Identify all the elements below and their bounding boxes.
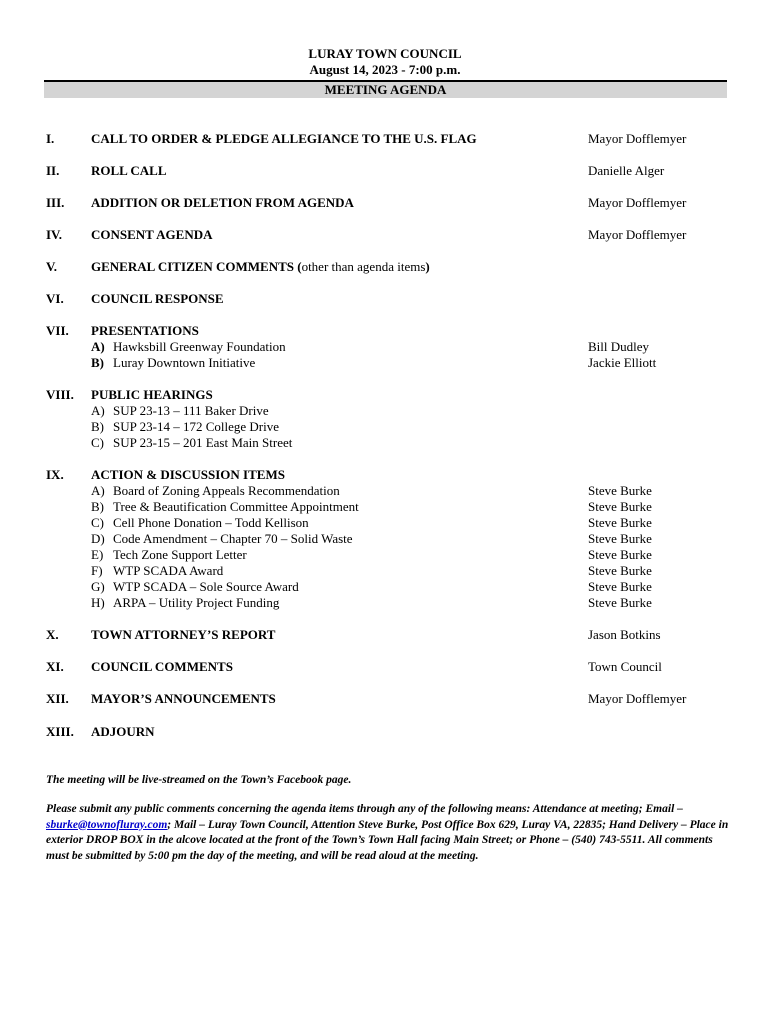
- livestream-note: The meeting will be live-streamed on the Town’s Facebook page.: [46, 774, 352, 786]
- sub-item-letter: A): [91, 403, 105, 418]
- meeting-date: August 14, 2023 - 7:00 p.m.: [309, 62, 461, 77]
- document-header: [0, 46, 770, 78]
- sub-item-text: WTP SCADA Award: [113, 563, 224, 578]
- item-title-text: ADDITION OR DELETION FROM AGENDA: [91, 195, 354, 210]
- sub-item: [91, 419, 279, 435]
- sub-item-presenter: Steve Burke: [588, 547, 652, 562]
- sub-item: [91, 531, 353, 547]
- comments-note: [46, 802, 730, 864]
- item-title: [91, 659, 233, 675]
- email-link[interactable]: sburke@townofluray.com: [46, 818, 168, 831]
- sub-item-text: Tree & Beautification Committee Appointment: [113, 499, 359, 514]
- item-title-text: CONSENT AGENDA: [91, 227, 213, 242]
- item-title: [91, 131, 477, 147]
- item-title: [91, 291, 224, 307]
- item-title-text: GENERAL CITIZEN COMMENTS (: [91, 259, 302, 274]
- item-number: VI.: [46, 291, 64, 306]
- sub-item: [91, 339, 286, 355]
- item-title: [91, 163, 167, 179]
- sub-item-presenter: Steve Burke: [588, 563, 652, 578]
- agenda-title: MEETING AGENDA: [44, 82, 727, 98]
- sub-item-presenter: Steve Burke: [588, 579, 652, 594]
- sub-item-presenter: Steve Burke: [588, 515, 652, 530]
- sub-item-presenter: Steve Burke: [588, 483, 652, 498]
- sub-item-letter: A): [91, 483, 105, 498]
- item-presenter: Jason Botkins: [588, 627, 661, 642]
- item-title-text: PUBLIC HEARINGS: [91, 387, 213, 402]
- item-title-end: ): [425, 259, 430, 274]
- item-title: [91, 259, 430, 275]
- item-number: IV.: [46, 227, 63, 242]
- sub-item-presenter: Steve Burke: [588, 531, 652, 546]
- item-title: [91, 627, 275, 643]
- sub-item-letter: G): [91, 579, 105, 594]
- comments-text-before: Please submit any public comments concerning the agenda items through any of the following means: Attendance at meeting; Email –: [46, 803, 683, 815]
- item-presenter: Mayor Dofflemyer: [588, 195, 687, 210]
- sub-item-text: Board of Zoning Appeals Recommendation: [113, 483, 340, 498]
- sub-item-text: Code Amendment – Chapter 70 – Solid Waste: [113, 531, 353, 546]
- item-number: V.: [46, 259, 57, 274]
- item-title-text: CALL TO ORDER & PLEDGE ALLEGIANCE TO THE U.S. FLAG: [91, 131, 477, 146]
- item-presenter: Mayor Dofflemyer: [588, 131, 687, 146]
- item-title-text: PRESENTATIONS: [91, 323, 199, 338]
- sub-item-letter: H): [91, 595, 105, 610]
- sub-item-letter: D): [91, 531, 105, 546]
- item-number: VIII.: [46, 387, 74, 402]
- sub-item-letter: B): [91, 419, 104, 434]
- item-title-text: COUNCIL COMMENTS: [91, 659, 233, 674]
- sub-item-presenter: Steve Burke: [588, 499, 652, 514]
- item-presenter: Danielle Alger: [588, 163, 665, 178]
- item-number: II.: [46, 163, 60, 178]
- sub-item-presenter: Bill Dudley: [588, 339, 650, 354]
- sub-item-letter: C): [91, 435, 104, 450]
- item-title: [91, 227, 212, 243]
- sub-item-letter: C): [91, 515, 104, 530]
- sub-item-letter: E): [91, 547, 104, 562]
- item-presenter: Mayor Dofflemyer: [588, 227, 687, 242]
- sub-item: [91, 547, 247, 563]
- sub-item: [91, 355, 255, 371]
- item-number: IX.: [46, 467, 64, 482]
- item-title: [91, 467, 285, 483]
- item-number: XII.: [46, 691, 69, 706]
- sub-item: [91, 595, 279, 611]
- sub-item-text: WTP SCADA – Sole Source Award: [113, 579, 299, 594]
- item-title-text: ACTION & DISCUSSION ITEMS: [91, 467, 285, 482]
- item-title-text: ROLL CALL: [91, 163, 167, 178]
- item-title: [91, 195, 354, 211]
- sub-item: [91, 403, 269, 419]
- sub-item-text: SUP 23-13 – 111 Baker Drive: [113, 403, 269, 418]
- item-number: I.: [46, 131, 55, 146]
- sub-item: [91, 515, 309, 531]
- sub-item: [91, 483, 340, 499]
- item-number: XI.: [46, 659, 64, 674]
- sub-item: [91, 563, 223, 579]
- item-title-text: COUNCIL RESPONSE: [91, 291, 224, 306]
- sub-item-text: Cell Phone Donation – Todd Kellison: [113, 515, 309, 530]
- item-number: X.: [46, 627, 59, 642]
- sub-item: [91, 499, 359, 515]
- sub-item-text: Tech Zone Support Letter: [113, 547, 247, 562]
- council-title: LURAY TOWN COUNCIL: [308, 46, 462, 61]
- item-presenter: Town Council: [588, 659, 662, 674]
- sub-item-letter: B): [91, 499, 104, 514]
- item-presenter: Mayor Dofflemyer: [588, 691, 687, 706]
- item-title: [91, 387, 213, 403]
- item-title: [91, 691, 276, 707]
- item-number: III.: [46, 195, 65, 210]
- sub-item-presenter: Jackie Elliott: [588, 355, 657, 370]
- item-title-text: MAYOR’S ANNOUNCEMENTS: [91, 691, 276, 706]
- sub-item-text: SUP 23-15 – 201 East Main Street: [113, 435, 293, 450]
- sub-item: [91, 435, 292, 451]
- item-title-text: ADJOURN: [91, 724, 155, 739]
- sub-item-letter: A): [91, 339, 105, 354]
- item-title-text: TOWN ATTORNEY’S REPORT: [91, 627, 276, 642]
- sub-item-letter: B): [91, 355, 104, 370]
- item-number: XIII.: [46, 724, 74, 739]
- sub-item-letter: F): [91, 563, 103, 578]
- item-title: [91, 724, 155, 740]
- sub-item-text: Luray Downtown Initiative: [113, 355, 256, 370]
- sub-item-text: Hawksbill Greenway Foundation: [113, 339, 286, 354]
- sub-item: [91, 579, 299, 595]
- sub-item-presenter: Steve Burke: [588, 595, 652, 610]
- item-number: VII.: [46, 323, 69, 338]
- sub-item-text: ARPA – Utility Project Funding: [113, 595, 280, 610]
- item-title: [91, 323, 199, 339]
- comments-text-after: ; Mail – Luray Town Council, Attention Steve Burke, Post Office Box 629, Luray VA, 22835; Hand Delivery – Place in exterior DROP BOX in the alcove located at the front of the Town’s Town Hall facing Main Street; or Phone – (540) 743-5511. All comments must be submitted by 5:00 pm the day of the meeting, and will be read aloud at the meeting.: [46, 818, 729, 862]
- sub-item-text: SUP 23-14 – 172 College Drive: [113, 419, 279, 434]
- item-title-note: other than agenda items: [301, 259, 426, 274]
